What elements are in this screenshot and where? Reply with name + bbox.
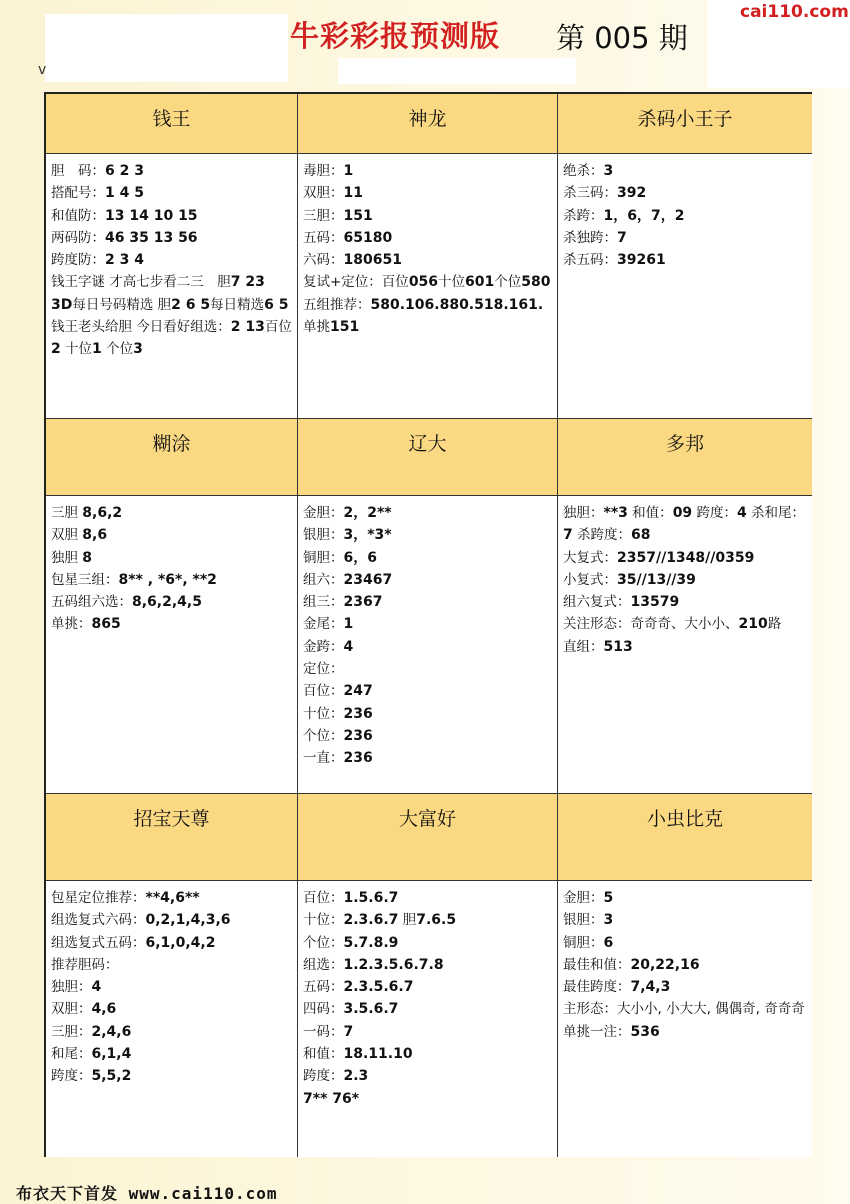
line-label: 钱王字谜 才高七步看二三 胆 [51, 274, 231, 291]
line-value: 1 [92, 341, 102, 358]
line-label: 杀独跨： [563, 229, 617, 246]
line-value: 7 2 [230, 274, 256, 291]
panel-line [303, 182, 557, 204]
panel-line [303, 909, 557, 931]
panel-line [51, 976, 297, 998]
line-label: 跨度： [303, 1068, 344, 1085]
line-value: 18.11.10 [343, 1046, 413, 1063]
line-value: 6 [603, 934, 614, 951]
line-value: 1.5.6.7 [343, 890, 399, 906]
line-value: 8,6 [82, 527, 108, 544]
panel-line [303, 747, 557, 769]
line-label: 金尾： [303, 616, 344, 633]
panel-line [303, 205, 557, 227]
line-value: 2.3.6.7 [343, 912, 399, 929]
panel-body [298, 496, 558, 794]
panel-line [303, 613, 557, 635]
line-label: 金胆： [563, 890, 604, 906]
panel-line [51, 887, 297, 909]
line-label: 大复式： [563, 549, 617, 566]
panel-line [303, 1088, 557, 1110]
line-label: 胆 [398, 912, 417, 929]
panel-line [51, 613, 297, 635]
line-value: 580 [521, 274, 551, 291]
line-label: 关注形态：奇奇奇、大小小、 [563, 616, 739, 633]
page-title: 牛彩彩报预测版 [290, 19, 501, 53]
line-label: 包星三组： [51, 571, 119, 588]
footer-credit: 布衣天下首发 www.cai110.com [16, 1184, 278, 1203]
panel-title: 神龙 [298, 94, 558, 154]
line-value: 3 [133, 341, 143, 358]
line-label: 主形态：大小小, 小大大, 偶偶奇, 奇奇奇 [563, 1001, 805, 1018]
line-value: 4 [343, 638, 354, 655]
line-value: 1.2.3.5.6.7.8 [343, 956, 444, 973]
panel-line [51, 547, 297, 569]
line-label: 杀三码： [563, 185, 617, 202]
panel-line [563, 502, 812, 547]
panel-body [46, 881, 298, 1157]
line-label: 双胆： [303, 185, 344, 202]
line-label: 最佳和值： [563, 956, 631, 973]
line-label: 组选复式六码： [51, 912, 146, 929]
panel-line [51, 524, 297, 546]
line-value: **3 [603, 505, 628, 521]
line-value: 0,2,1,4,3,6 [145, 912, 231, 929]
panel-line [563, 227, 812, 249]
line-label: 双胆： [51, 1001, 92, 1018]
line-label: 银胆： [303, 527, 344, 544]
line-value: 23467 [343, 571, 393, 588]
line-label: 铜胆： [563, 934, 604, 951]
panel-line [563, 249, 812, 271]
panel-line [51, 160, 297, 182]
line-value: 2.3 [343, 1068, 369, 1085]
line-value: 2.3.5.6.7 [343, 979, 414, 996]
line-label: 复试+定位：百位 [303, 274, 409, 291]
line-label: 十位 [60, 341, 93, 358]
line-label: 和值： [627, 505, 673, 521]
panel-body [46, 496, 298, 794]
panel-line [303, 160, 557, 182]
panel-body [558, 154, 812, 419]
line-value: 236 [343, 750, 373, 767]
panel-line [303, 658, 557, 680]
line-value: 7 [617, 229, 627, 246]
line-label: 杀跨度： [572, 527, 632, 544]
line-label: 跨度防： [51, 252, 105, 269]
line-label: 和值防： [51, 207, 105, 224]
line-label: 金跨： [303, 638, 344, 655]
line-value: 6,1,0,4,2 [145, 934, 216, 951]
line-value: 2357//1348//0359 [617, 549, 755, 566]
panel-line [303, 1043, 557, 1065]
panel-line [303, 725, 557, 747]
line-label: 杀五码： [563, 252, 617, 269]
line-value: 151 [330, 319, 360, 336]
line-value: 13579 [630, 594, 680, 611]
line-label: 每日号码精选 胆 [72, 296, 172, 313]
line-label: 五码： [303, 229, 344, 246]
line-label: 杀和尾： [746, 505, 806, 521]
line-label: 三胆： [51, 1023, 92, 1040]
panel-line [303, 932, 557, 954]
panel-line [563, 998, 812, 1020]
line-label: 搭配号： [51, 185, 105, 202]
line-label: 路 [767, 616, 782, 633]
page-header [0, 0, 850, 92]
line-label: 四码： [303, 1001, 344, 1018]
line-label: 最佳跨度： [563, 979, 631, 996]
panel-line [563, 976, 812, 998]
line-value: 5.7.8.9 [343, 934, 399, 951]
panel-line [303, 591, 557, 613]
line-label: 一直： [303, 750, 344, 767]
line-label: 毒胆： [303, 163, 344, 179]
panel-line [51, 249, 297, 271]
panel-line [51, 998, 297, 1020]
panel-title: 糊涂 [46, 419, 298, 496]
line-label: 独胆： [563, 505, 604, 521]
line-value: 580.106.880.518.161. [370, 296, 544, 313]
line-value: 536 [630, 1023, 660, 1040]
panel-line [51, 932, 297, 954]
line-label: 独胆 [51, 549, 83, 566]
line-value: 1 [343, 616, 354, 633]
line-value: 3 [603, 912, 614, 929]
panel-body [46, 154, 298, 419]
line-value: 8 [82, 549, 93, 566]
line-label: 和尾： [51, 1046, 92, 1063]
panel-line [303, 636, 557, 658]
redaction-box-center [338, 58, 576, 84]
panel-line [303, 316, 557, 338]
line-value: 5 [603, 890, 614, 906]
panel-line [303, 294, 557, 316]
line-value: 7 [563, 527, 573, 544]
line-label: 个位： [303, 727, 344, 744]
line-label: 铜胆： [303, 549, 344, 566]
line-value: 2，2** [343, 505, 392, 521]
panel-line [51, 909, 297, 931]
line-label: 包星定位推荐： [51, 890, 146, 906]
panel-line [563, 1021, 812, 1043]
line-value: 68 [631, 527, 651, 544]
line-value: 5,5,2 [91, 1068, 132, 1085]
line-value: 7 [343, 1023, 354, 1040]
panel-line [303, 524, 557, 546]
line-label: 六码： [303, 252, 344, 269]
panel-line [51, 271, 297, 293]
line-value: 6 2 3 [105, 163, 144, 179]
line-label: 胆 码： [51, 163, 105, 179]
line-value: 247 [343, 683, 373, 700]
prediction-grid [44, 92, 812, 1157]
line-label: 五组推荐： [303, 296, 371, 313]
line-label: 组选复式五码： [51, 934, 146, 951]
line-label: 和值： [303, 1046, 344, 1063]
line-label: 定位： [303, 661, 344, 678]
panel-line [563, 932, 812, 954]
panel-title: 杀码小王子 [558, 94, 812, 154]
panel-body [298, 881, 558, 1157]
panel-line [303, 887, 557, 909]
panel-body [558, 881, 812, 1157]
panel-line [51, 569, 297, 591]
line-value: 601 [465, 274, 495, 291]
line-value: 3 [255, 274, 265, 291]
line-value: 1，6，7，2 [603, 207, 685, 224]
corner-mark: v [38, 62, 47, 78]
panel-line [51, 316, 297, 361]
line-value: 865 [91, 616, 121, 633]
panel-line [303, 680, 557, 702]
line-value: 4 [736, 505, 747, 521]
line-value: 180651 [343, 252, 402, 269]
line-label: 单挑： [51, 616, 92, 633]
panel-line [303, 227, 557, 249]
panel-line [303, 249, 557, 271]
panel-line [51, 502, 297, 524]
line-value: 056 [408, 274, 439, 291]
line-value: 8,6,2,4,5 [132, 594, 202, 611]
panel-line [303, 1065, 557, 1087]
panel-line [51, 1021, 297, 1043]
panel-line [563, 182, 812, 204]
panel-line [303, 569, 557, 591]
line-value: 2 3 4 [105, 252, 144, 269]
panel-line [303, 998, 557, 1020]
site-logo[interactable]: cai110.com [740, 2, 849, 22]
line-label: 组六复式： [563, 594, 631, 611]
line-value: 8,6,2 [82, 505, 123, 521]
line-label: 百位 [264, 319, 292, 336]
line-label: 单挑 [303, 319, 330, 336]
panel-line [303, 1021, 557, 1043]
line-label: 两码防： [51, 229, 105, 246]
issue-number: 第 005 期 [556, 21, 688, 55]
line-label: 个位 [494, 274, 522, 291]
line-value: 4 [91, 979, 102, 996]
line-label: 小复式： [563, 571, 617, 588]
line-value: 4,6 [91, 1001, 117, 1018]
panel-line [563, 954, 812, 976]
line-label: 五码： [303, 979, 344, 996]
panel-line [563, 909, 812, 931]
line-value: 13 14 10 15 [105, 207, 198, 224]
panel-line [563, 613, 812, 635]
panel-line [563, 569, 812, 591]
panel-line [563, 887, 812, 909]
panel-line [563, 160, 812, 182]
line-label: 十位 [438, 274, 466, 291]
line-value: 8** , *6*, **2 [118, 571, 217, 588]
panel-title: 小虫比克 [558, 794, 812, 881]
line-value: 6 5 [264, 296, 289, 313]
line-label: 十位： [303, 912, 344, 929]
line-value: 6,1,4 [91, 1046, 132, 1063]
panel-line [51, 182, 297, 204]
line-value: 2 [51, 341, 61, 358]
panel-line [303, 502, 557, 524]
line-label: 跨度： [51, 1068, 92, 1085]
line-label: 绝杀： [563, 163, 604, 179]
line-value: 7.6.5 [416, 912, 457, 929]
line-label: 单挑一注： [563, 1023, 631, 1040]
redaction-box-left [45, 14, 288, 82]
line-label: 独胆： [51, 979, 92, 996]
panel-line [51, 205, 297, 227]
line-label: 百位： [303, 683, 344, 700]
line-value: **4,6** [145, 890, 200, 906]
line-label: 直组： [563, 638, 604, 655]
line-value: 3 [255, 319, 265, 336]
panel-line [303, 954, 557, 976]
panel-line [303, 976, 557, 998]
panel-line [303, 271, 557, 293]
line-value: 151 [343, 207, 373, 224]
panel-line [563, 547, 812, 569]
line-label: 双胆 [51, 527, 83, 544]
line-label: 金胆： [303, 505, 344, 521]
line-value: 236 [343, 705, 373, 722]
line-value: 7,4,3 [630, 979, 671, 996]
line-label: 组选： [303, 956, 344, 973]
panel-title: 多邦 [558, 419, 812, 496]
line-value: 1 [343, 163, 354, 179]
line-value: 236 [343, 727, 373, 744]
line-label: 钱王老头给胆 今日看好组选： [51, 319, 231, 336]
panel-line [563, 591, 812, 613]
panel-line [563, 205, 812, 227]
panel-line [51, 294, 297, 316]
panel-title: 大富好 [298, 794, 558, 881]
line-label: 组三： [303, 594, 344, 611]
line-value: 2,4,6 [91, 1023, 132, 1040]
line-label: 跨度： [692, 505, 737, 521]
line-value: 3，*3* [343, 527, 392, 544]
line-value: 65180 [343, 229, 393, 246]
line-value: 2 6 5 [171, 296, 211, 313]
line-label: 三胆 [51, 505, 83, 521]
panel-line [51, 591, 297, 613]
line-label: 一码： [303, 1023, 344, 1040]
panel-body [298, 154, 558, 419]
line-label: 推荐胆码： [51, 956, 119, 973]
panel-line [51, 227, 297, 249]
panel-line [51, 954, 297, 976]
panel-line [303, 703, 557, 725]
line-label: 个位 [101, 341, 134, 358]
line-value: 210 [738, 616, 768, 633]
line-value: 3D [51, 296, 73, 313]
panel-body [558, 496, 812, 794]
line-value: 39261 [617, 252, 666, 269]
line-value: 1 4 5 [105, 185, 144, 202]
line-label: 每日精选 [210, 296, 265, 313]
panel-line [563, 636, 812, 658]
panel-line [303, 547, 557, 569]
line-label: 组六： [303, 571, 344, 588]
line-label: 个位： [303, 934, 344, 951]
line-value: 09 [672, 505, 693, 521]
line-value: 6，6 [343, 549, 377, 566]
line-value: 20,22,16 [630, 956, 700, 973]
line-label: 杀跨： [563, 207, 604, 224]
line-value: 3.5.6.7 [343, 1001, 399, 1018]
panel-title: 辽大 [298, 419, 558, 496]
panel-title: 招宝天尊 [46, 794, 298, 881]
panel-title: 钱王 [46, 94, 298, 154]
line-value: 392 [617, 185, 647, 202]
line-value: 513 [603, 638, 633, 655]
line-value: 46 35 13 56 [105, 229, 198, 246]
line-label: 银胆： [563, 912, 604, 929]
line-value: 3 [603, 163, 614, 179]
line-label: 百位： [303, 890, 344, 906]
line-value: 7** 76* [303, 1090, 360, 1107]
line-value: 11 [343, 185, 363, 202]
line-value: 2367 [343, 594, 383, 611]
line-value: 35//13//39 [617, 571, 696, 588]
line-label: 三胆： [303, 207, 344, 224]
line-label: 五码组六选： [51, 594, 132, 611]
panel-line [51, 1043, 297, 1065]
line-value: 2 1 [230, 319, 256, 336]
line-label: 十位： [303, 705, 344, 722]
panel-line [51, 1065, 297, 1087]
